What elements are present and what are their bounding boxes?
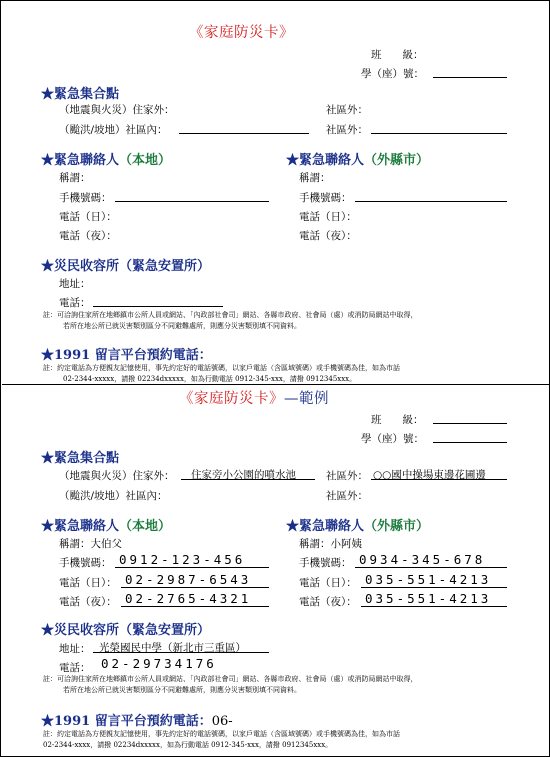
star-icon: ★ — [41, 714, 55, 729]
card1-out-name: 稱謂： — [299, 172, 331, 184]
card1-assembly-row1-right: 社區外： — [326, 104, 368, 116]
card2-note1b: 若所在地公所已就災害類別區分不同避難處所，則應分災害類別填不同資料。 — [63, 686, 301, 694]
card-divider — [2, 384, 550, 385]
card2-seat-label: 學（座）號： — [361, 433, 424, 445]
card2-out-name: 稱謂：小阿姨 — [299, 538, 362, 550]
card2-out-night-line[interactable] — [361, 606, 507, 607]
card2-shelter-heading: ★災民收容所（緊急安置所） — [41, 623, 211, 638]
card1-out-mobile-line[interactable] — [355, 201, 507, 202]
card2-local-night: 電話（夜）： — [59, 596, 117, 608]
card2-out-day: 電話（日）： — [299, 577, 357, 589]
card2-assembly-row1-right-value: ○○國中操場東邊花圃邊 — [373, 469, 486, 481]
card1-out-day: 電話（日）： — [299, 211, 357, 223]
card2-title: 《家庭防災卡》—範例 — [179, 391, 329, 407]
card2-assembly-row1-line[interactable] — [181, 479, 315, 480]
card1-note2b: 02-2344-xxxxx，請撥 02234dxxxxx，如為行動電話 0912-345-xxx，請撥 0912345xxx。 — [63, 375, 357, 383]
card2-local-name: 稱謂：大伯父 — [59, 538, 122, 550]
star-icon: ★ — [286, 153, 300, 168]
card1-local-day: 電話（日）： — [59, 211, 117, 223]
card2-assembly-row1-right-line[interactable] — [371, 479, 507, 480]
card2-seat-line[interactable] — [433, 442, 507, 443]
card1-out-heading: ★緊急聯絡人（外縣市） — [286, 153, 430, 168]
card2-assembly-heading: ★緊急集合點 — [41, 451, 120, 466]
card2-note2a: 註：約定電話為方便親友記憶使用，事先約定好的電話號碼，以家戶電話（含區域號碼）或手機號碼為佳，如為市話 — [43, 730, 400, 738]
card2-assembly-row2-right: 社區外： — [326, 490, 368, 502]
card2-class-line[interactable] — [433, 423, 507, 424]
card1-seat-label: 學（座）號： — [361, 68, 424, 80]
card1-message-heading: ★1991 留言平台預約電話： — [41, 348, 212, 363]
card1-assembly-row2-right-line[interactable] — [371, 133, 507, 134]
card2-assembly-row1-right: 社區外： — [326, 470, 368, 482]
card2-out-night: 電話（夜）： — [299, 596, 357, 608]
card1-shelter-heading: ★災民收容所（緊急安置所） — [41, 259, 211, 274]
card1-assembly-row2-line[interactable] — [179, 133, 309, 134]
card2-local-night-line[interactable] — [121, 606, 269, 607]
star-icon: ★ — [41, 519, 55, 534]
card1-shelter-phone-line[interactable] — [93, 306, 223, 307]
card2-out-day-value: 035-551-4213 — [365, 572, 492, 587]
card1-local-name: 稱謂： — [59, 172, 91, 184]
card2-local-day-line[interactable] — [121, 587, 269, 588]
card2-local-day: 電話（日）： — [59, 577, 117, 589]
card1-out-mobile: 手機號碼： — [299, 192, 352, 204]
card2-message-heading: ★1991 留言平台預約電話：06- — [41, 714, 233, 729]
card1-local-heading: ★緊急聯絡人（本地） — [41, 153, 172, 168]
card2-note1a: 註：可洽詢住家所在地鄉鎮市公所人員或網站、「內政部社會司」網站、各縣市政府、社會局（處）或消防局網站中取得， — [43, 675, 418, 683]
card2-out-mobile-value: 0934-345-678 — [359, 552, 486, 567]
card1-local-mobile: 手機號碼： — [59, 192, 112, 204]
card2-out-night-value: 035-551-4213 — [365, 591, 492, 606]
card1-assembly-row2-right: 社區外： — [326, 124, 368, 136]
card2-class-label: 班 級： — [371, 414, 424, 426]
card1-assembly-row1-label: （地震與火災）住家外： — [59, 104, 175, 116]
star-icon: ★ — [41, 623, 55, 638]
card1-assembly-row2-label: （颱洪/坡地）社區內： — [59, 124, 168, 136]
card2-assembly-row1-value: 住家旁小公園的噴水池 — [191, 469, 296, 481]
card1-assembly-heading: ★緊急集合點 — [41, 87, 120, 102]
card1-note1a: 註：可洽詢住家所在地鄉鎮市公所人員或網站、「內政部社會司」網站、各縣市政府、社會局（處）或消防局網站中取得， — [43, 311, 418, 319]
card2-local-mobile-value: 0912-123-456 — [119, 552, 246, 567]
card2-shelter-address-line[interactable] — [93, 652, 269, 653]
card2-local-mobile-line[interactable] — [115, 567, 269, 568]
star-icon: ★ — [41, 153, 55, 168]
card2-shelter-address-value: 光榮國民中學（新北市三重區） — [99, 642, 246, 654]
card2-assembly-row1-label: （地震與火災）住家外： — [59, 470, 175, 482]
card2-assembly-row2-label: （颱洪/坡地）社區內： — [59, 490, 168, 502]
card1-seat-line[interactable] — [433, 77, 507, 78]
card1-title: 《家庭防災卡》 — [189, 25, 294, 41]
card1-local-night: 電話（夜）： — [59, 230, 117, 242]
card2-local-mobile: 手機號碼： — [59, 557, 112, 569]
card2-shelter-phone-value: 02-29734176 — [101, 656, 217, 671]
card1-out-night: 電話（夜）： — [299, 230, 357, 242]
card2-note2b: 02-2344-xxxx，請撥 02234dxxxxx，如為行動電話 0912-345-xxx，請撥 0912345xxx。 — [43, 741, 333, 749]
card2-out-day-line[interactable] — [361, 587, 507, 588]
star-icon: ★ — [41, 259, 55, 274]
card2-out-mobile-line[interactable] — [355, 567, 507, 568]
card1-shelter-phone: 電話： — [59, 297, 91, 309]
card2-shelter-address: 地址： — [59, 643, 91, 655]
card2-shelter-phone: 電話： — [59, 662, 91, 674]
star-icon: ★ — [286, 519, 300, 534]
star-icon: ★ — [41, 87, 55, 102]
card1-class-label: 班 級： — [371, 49, 424, 61]
card2-local-heading: ★緊急聯絡人（本地） — [41, 519, 172, 534]
card1-note2a: 註：約定電話為方便親友記憶使用，事先約定好的電話號碼，以家戶電話（含區域號碼）或手機號碼為佳，如為市話 — [43, 364, 400, 372]
card1-note1b: 若所在地公所已就災害類別區分不同避難處所，則應分災害類別填不同資料。 — [63, 322, 301, 330]
card1-local-mobile-line[interactable] — [115, 201, 269, 202]
card2-local-day-value: 02-2987-6543 — [125, 572, 252, 587]
card2-out-heading: ★緊急聯絡人（外縣市） — [286, 519, 430, 534]
star-icon: ★ — [41, 451, 55, 466]
card1-shelter-address: 地址： — [59, 278, 91, 290]
card2-local-night-value: 02-2765-4321 — [125, 591, 252, 606]
card2-out-mobile: 手機號碼： — [299, 557, 352, 569]
star-icon: ★ — [41, 348, 55, 363]
